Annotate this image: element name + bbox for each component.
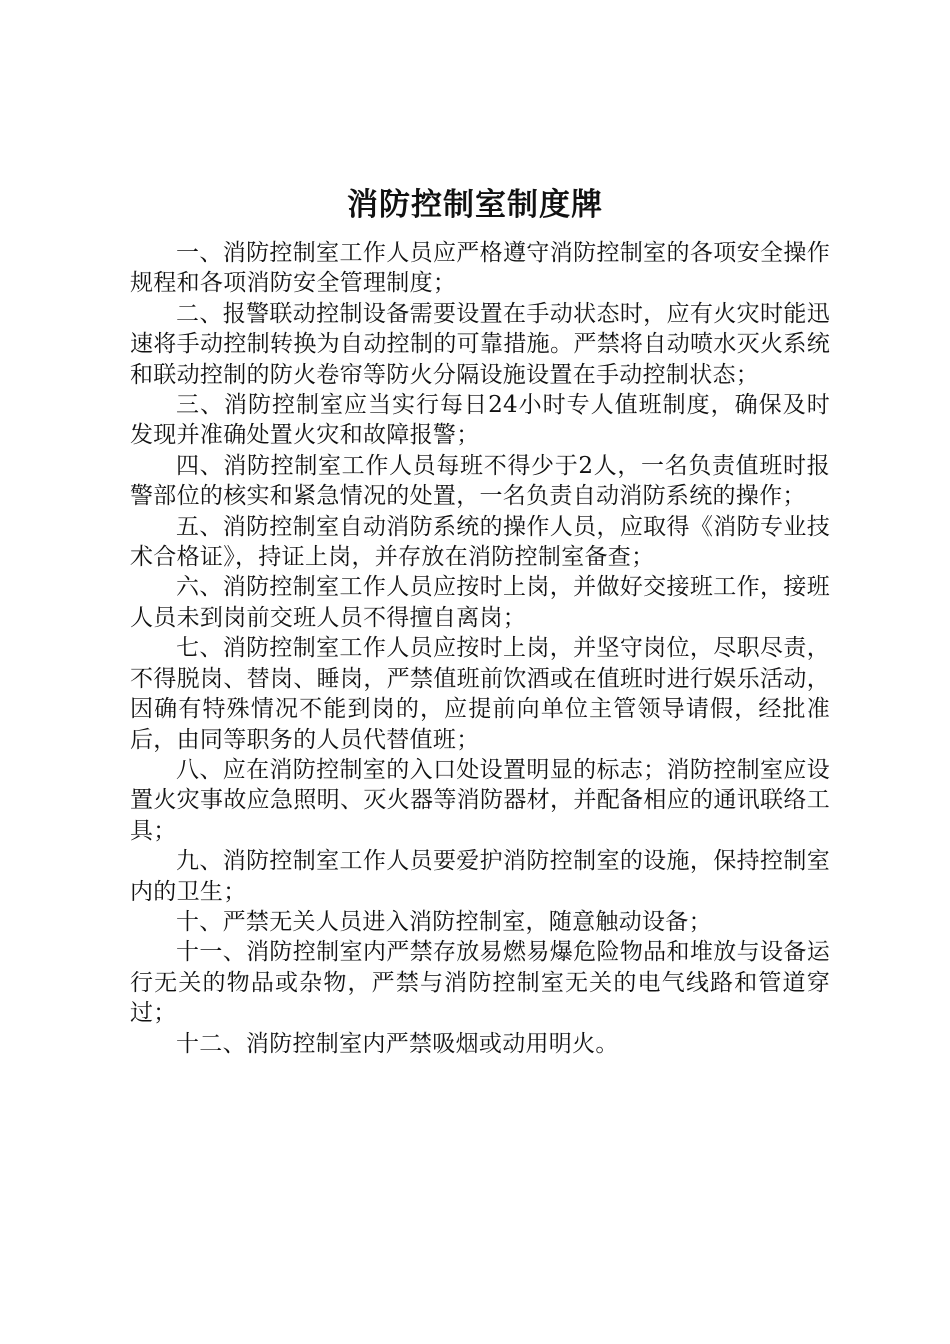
document-body xyxy=(130,238,830,1059)
rule-paragraph-9: 九、消防控制室工作人员要爱护消防控制室的设施，保持控制室内的卫生； xyxy=(130,848,830,905)
rule-paragraph-1: 一、消防控制室工作人员应严格遵守消防控制室的各项安全操作规程和各项消防安全管理制度； xyxy=(130,240,830,297)
rule-paragraph-10: 十、严禁无关人员进入消防控制室，随意触动设备； xyxy=(176,908,712,935)
rule-paragraph-4: 四、消防控制室工作人员每班不得少于2人，一名负责值班时报警部位的核实和紧急情况的处置，一名负责自动消防系统的操作； xyxy=(130,452,830,510)
rule-paragraph-12: 十二、消防控制室内严禁吸烟或动用明火。 xyxy=(176,1030,619,1057)
rule-paragraph-3: 三、消防控制室应当实行每日24小时专人值班制度，确保及时发现并准确处置火灾和故障报警； xyxy=(130,392,830,449)
document-title: 消防控制室制度牌 xyxy=(347,187,603,223)
rule-paragraph-5: 五、消防控制室自动消防系统的操作人员，应取得《消防专业技术合格证》，持证上岗，并存放在消防控制室备查； xyxy=(130,513,830,571)
rule-paragraph-11: 十一、消防控制室内严禁存放易燃易爆危险物品和堆放与设备运行无关的物品或杂物，严禁与消防控制室无关的电气线路和管道穿过； xyxy=(130,939,830,1027)
rule-paragraph-2: 二、报警联动控制设备需要设置在手动状态时，应有火灾时能迅速将手动控制转换为自动控制的可靠措施。严禁将自动喷水灭火系统和联动控制的防火卷帘等防火分隔设施设置在手动控制状态； xyxy=(130,300,830,388)
rule-paragraph-7: 七、消防控制室工作人员应按时上岗，并坚守岗位，尽职尽责，不得脱岗、替岗、睡岗，严禁值班前饮酒或在值班时进行娱乐活动，因确有特殊情况不能到岗的，应提前向单位主管领导请假，经批准后，由同等职务的人员代替值班； xyxy=(130,635,830,753)
rule-paragraph-6: 六、消防控制室工作人员应按时上岗，并做好交接班工作，接班人员未到岗前交班人员不得擅自离岗； xyxy=(130,574,830,631)
rule-paragraph-8: 八、应在消防控制室的入口处设置明显的标志；消防控制室应设置火灾事故应急照明、灭火器等消防器材，并配备相应的通讯联络工具； xyxy=(130,756,830,844)
